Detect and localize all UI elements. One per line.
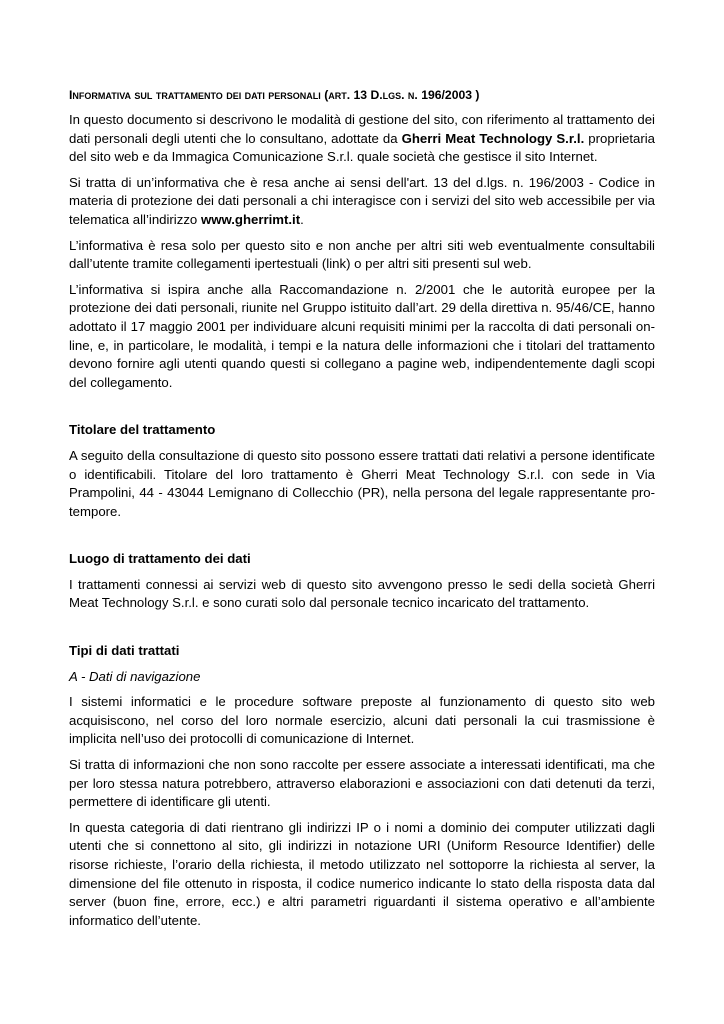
intro-p1-rest: proprietaria del sito web e da Immagica Comunicazione S.r.l. quale società che gestisce il sito Internet. <box>69 130 655 165</box>
titolare-paragraph: A seguito della consultazione di questo sito possono essere trattati dati relativi a persone identificate o identificabili. Titolare del loro trattamento è Gherri Meat Technology S.r.l. con sede in Via Prampolini, 44 - 43044 Lemignano di Collecchio (PR), nella persona del legale rappresentante pro-tempore. <box>69 447 655 519</box>
intro-p1-text: In questo documento si descrivono le modalità di gestione del sito, con riferimento al trattamento dei dati personali degli utenti che lo consultano, adottate da <box>69 112 655 146</box>
tipi-paragraph-2: Si tratta di informazioni che non sono raccolte per essere associate a interessati identificati, ma che per loro stessa natura potrebbero, attraverso elaborazioni e associazioni con dati detenuti da terzi, permettere di identificare gli utenti. <box>69 757 655 810</box>
intro-p2-rest: . <box>300 211 304 227</box>
document-title: Informativa sul trattamento dei dati personali (art. 13 D.lgs. n. 196/2003 ) <box>69 88 480 102</box>
tipi-paragraph-3: In questa categoria di dati rientrano gli indirizzi IP o i nomi a dominio dei computer utilizzati dagli utenti che si connettono al sito, gli indirizzi in notazione URI (Uniform Resource Identifier) delle risorse richieste, l’orario della richiesta, il metodo utilizzato nel sottoporre la richiesta al server, la dimensione del file ottenuto in risposta, il codice numerico indicante lo stato della risposta data dal server (buon fine, errore, ecc.) e altri parametri riguardanti il sistema operativo e all’ambiente informatico dell’utente. <box>69 819 655 928</box>
document-content <box>69 86 655 937</box>
section-titolare <box>69 421 655 521</box>
company-name: Gherri Meat Technology S.r.l. <box>401 130 585 146</box>
section-tipi <box>69 642 655 930</box>
website-address: www.gherrimt.it <box>200 211 301 227</box>
subheading-dati-navigazione: A - Dati di navigazione <box>69 668 201 684</box>
intro-paragraph-4: L’informativa si ispira anche alla Raccomandazione n. 2/2001 che le autorità europee per la protezione dei dati personali, riunite nel Gruppo istituito dall’art. 29 della direttiva n. 95/46/CE, hanno adottato il 17 maggio 2001 per individuare alcuni requisiti minimi per la raccolta di dati personali on-line, e, in particolare, le modalità, i tempi e la natura delle informazioni che i titolari del trattamento devono fornire agli utenti quando questi si collegano a pagine web, indipendentemente dagli scopi del collegamento. <box>69 281 655 390</box>
section-heading-titolare: Titolare del trattamento <box>69 422 216 438</box>
intro-paragraph-1 <box>69 111 655 167</box>
luogo-paragraph: I trattamenti connessi ai servizi web di questo sito avvengono presso le sedi della società Gherri Meat Technology S.r.l. e sono curati solo dal personale tecnico incaricato del trattamento. <box>69 576 655 611</box>
tipi-paragraph-1: I sistemi informatici e le procedure software preposte al funzionamento di questo sito web acquisiscono, nel corso del loro normale esercizio, alcuni dati personali la cui trasmissione è implicita nell’uso dei protocolli di comunicazione di Internet. <box>69 694 655 747</box>
section-luogo <box>69 550 655 613</box>
intro-p2-text: Si tratta di un’informativa che è resa anche ai sensi dell'art. 13 del d.lgs. n. 196/2003 - Codice in materia di protezione dei dati personali a chi interagisce con i servizi del sito web accessibile per via telematica all’indirizzo <box>69 174 655 227</box>
intro-paragraph-2 <box>69 174 655 230</box>
section-heading-tipi: Tipi di dati trattati <box>69 643 180 659</box>
intro-paragraph-3: L’informativa è resa solo per questo sito e non anche per altri siti web eventualmente consultabili dall’utente tramite collegamenti ipertestuali (link) o per altri siti presenti sul web. <box>69 237 655 272</box>
section-heading-luogo: Luogo di trattamento dei dati <box>69 551 251 567</box>
